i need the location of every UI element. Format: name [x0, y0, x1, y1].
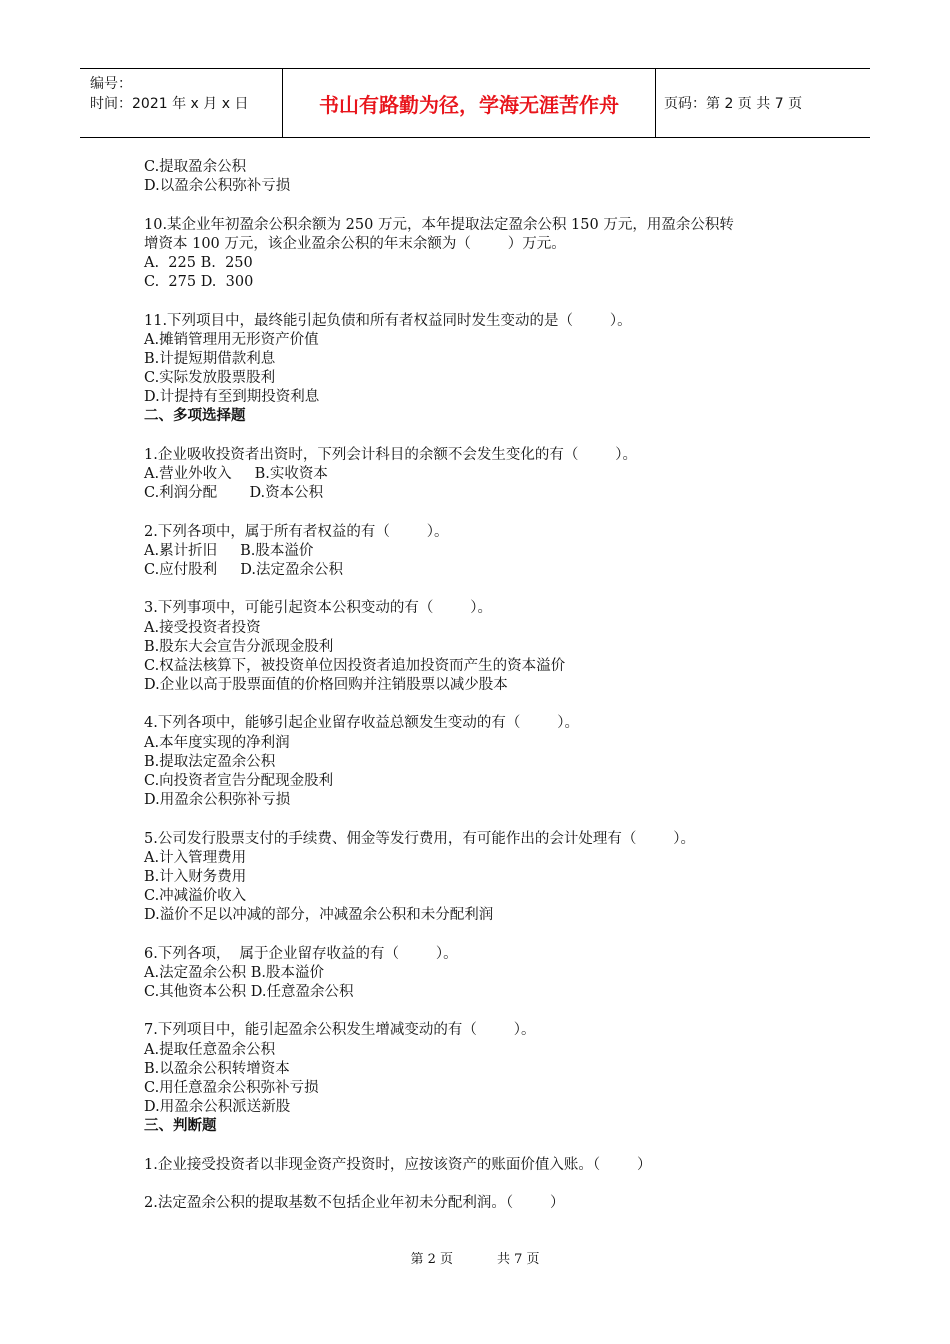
paragraph-gap: [144, 1002, 824, 1021]
text-line: C.向投资者宣告分配现金股利: [144, 773, 334, 789]
footer-page-total: 共 7 页: [497, 1252, 540, 1267]
text-line: 7.下列项目中，能引起盈余公积发生增减变动的有（ ）。: [144, 1022, 536, 1039]
header-divider-right: [655, 69, 656, 137]
text-line: B.以盈余公积转增资本: [144, 1060, 290, 1077]
text-line: 1.企业接受投资者以非现金资产投资时，应按该资产的账面价值入账。（ ）: [144, 1156, 652, 1173]
text-line: C.用任意盈余公积弥补亏损: [144, 1080, 319, 1096]
header-number-label: 编号：: [90, 76, 132, 92]
paragraph-gap: [144, 695, 824, 714]
text-line: C.利润分配 D.资本公积: [144, 485, 324, 502]
text-line: C.其他资本公积 D.任意盈余公积: [144, 984, 354, 1001]
text-line: 增资本 100 万元，该企业盈余公积的年末余额为（ ）万元。: [144, 235, 566, 252]
text-line: C.应付股利 D.法定盈余公积: [144, 561, 343, 578]
text-line: C.实际发放股票股利: [144, 370, 276, 387]
paragraph-gap: [144, 292, 824, 311]
text-line: 5.公司发行股票支付的手续费、佣金等发行费用，有可能作出的会计处理有（ ）。: [144, 830, 695, 847]
paragraph-gap: [144, 196, 824, 215]
text-line: A.本年度实现的净利润: [144, 734, 290, 751]
text-line: B.计提短期借款利息: [144, 350, 276, 367]
text-line: A.接受投资者投资: [144, 619, 261, 636]
text-line: A.营业外收入 B.实收资本: [144, 466, 328, 482]
text-line: 11.下列项目中，最终能引起负债和所有者权益同时发生变动的是（ ）。: [144, 312, 632, 329]
text-line: D.以盈余公积弥补亏损: [144, 178, 291, 195]
page-header: [80, 68, 870, 138]
text-line: A.法定盈余公积 B.股本溢价: [144, 964, 324, 981]
text-line: 10.某企业年初盈余公积余额为 250 万元，本年提取法定盈余公积 150 万元，用盈余公积转: [144, 216, 734, 233]
paragraph-gap: [144, 810, 824, 829]
text-line: 3.下列事项中，可能引起资本公积变动的有（ ）。: [144, 600, 492, 617]
text-line: A.计入管理费用: [144, 849, 247, 866]
text-line: D.企业以高于股票面值的价格回购并注销股票以减少股本: [144, 677, 508, 694]
text-line: D.溢价不足以冲减的部分，冲减盈余公积和未分配利润: [144, 907, 494, 924]
text-line: B.计入财务费用: [144, 868, 247, 885]
text-line: D.用盈余公积派送新股: [144, 1099, 291, 1116]
text-line: D.用盈余公积弥补亏损: [144, 792, 291, 809]
paragraph-gap: [144, 926, 824, 945]
header-time-label: 时间：2021 年 x 月 x 日: [90, 96, 249, 112]
paragraph-gap: [144, 427, 824, 446]
text-line: 6.下列各项， 属于企业留存收益的有（ ）。: [144, 945, 458, 962]
page-footer: [0, 1248, 950, 1267]
paragraph-gap: [144, 1175, 824, 1194]
footer-page-number: 第 2 页: [410, 1252, 453, 1267]
text-line: C.提取盈余公积: [144, 159, 247, 175]
text-line: B.提取法定盈余公积: [144, 753, 276, 770]
text-line: C.权益法核算下，被投资单位因投资者追加投资而产生的资本溢价: [144, 657, 566, 674]
paragraph-gap: [144, 503, 824, 522]
text-line: 1.企业吸收投资者出资时，下列会计科目的余额不会发生变化的有（ ）。: [144, 446, 637, 463]
text-line: D.计提持有至到期投资利息: [144, 389, 320, 406]
text-line: A.提取任意盈余公积: [144, 1041, 276, 1058]
text-line: A.摊销管理用无形资产价值: [144, 331, 319, 348]
header-meta: [80, 69, 282, 137]
header-motto: 书山有路勤为径，学海无涯苦作舟: [319, 92, 619, 117]
text-line: 2.下列各项中，属于所有者权益的有（ ）。: [144, 523, 449, 540]
text-line: 2.法定盈余公积的提取基数不包括企业年初未分配利润。（ ）: [144, 1195, 565, 1212]
text-line: 4.下列各项中，能够引起企业留存收益总额发生变动的有（ ）。: [144, 715, 579, 732]
header-page-label: 页码：第 2 页 共 7 页: [664, 96, 803, 112]
section-heading: 二、多项选择题: [144, 408, 246, 425]
text-line: C.冲减溢价收入: [144, 888, 247, 905]
text-line: A.累计折旧 B.股本溢价: [144, 542, 314, 559]
paragraph-gap: [144, 1137, 824, 1156]
document-body: [144, 158, 824, 1213]
paragraph-gap: [144, 580, 824, 599]
text-line: C. 275 D. 300: [144, 274, 254, 291]
text-line: A. 225 B. 250: [144, 254, 253, 271]
text-line: B.股东大会宣告分派现金股利: [144, 638, 334, 655]
section-heading: 三、判断题: [144, 1118, 217, 1135]
